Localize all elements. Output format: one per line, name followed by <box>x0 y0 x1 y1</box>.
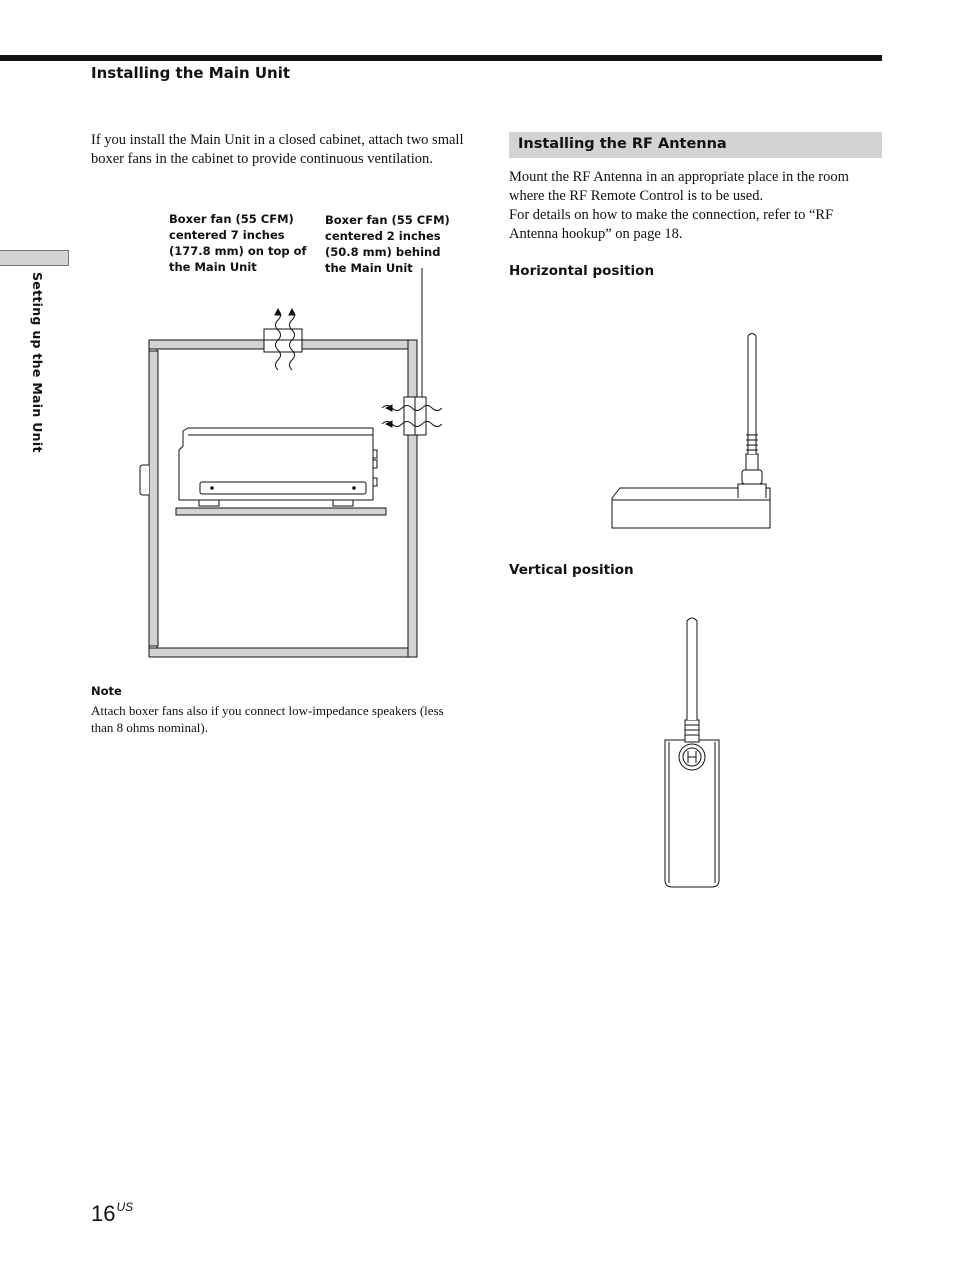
rf-section-title: Installing the RF Antenna <box>518 136 727 152</box>
page-number-suffix: US <box>116 1200 134 1214</box>
intro-paragraph: If you install the Main Unit in a closed cabinet, attach two small boxer fans in the cabinet to provide continuous ventilation. <box>91 132 464 167</box>
rf-paragraph-1: Mount the RF Antenna in an appropriate place in the room where the RF Remote Control is to be used. <box>509 169 849 204</box>
main-unit-drawing <box>179 428 377 506</box>
rf-description <box>509 168 879 244</box>
side-tab <box>0 250 69 266</box>
note-label: Note <box>91 684 122 698</box>
page-number <box>91 1200 133 1227</box>
antenna-horizontal-drawing <box>600 330 780 535</box>
antenna-vertical-drawing <box>655 615 730 895</box>
top-rule <box>0 55 882 61</box>
callout-top-fan: Boxer fan (55 CFM) centered 7 inches (177.8 mm) on top of the Main Unit <box>169 212 307 274</box>
side-tab-label: Setting up the Main Unit <box>30 272 45 453</box>
section-title: Installing the Main Unit <box>91 64 291 82</box>
cabinet-diagram <box>130 260 460 665</box>
rf-section-header <box>509 132 882 158</box>
rf-paragraph-2: For details on how to make the connection, refer to “RF Antenna hookup” on page 18. <box>509 207 834 242</box>
horizontal-position-label: Horizontal position <box>509 263 655 279</box>
shelf <box>176 508 386 515</box>
note-text: Attach boxer fans also if you connect low-impedance speakers (less than 8 ohms nominal). <box>91 703 444 735</box>
callout-back-fan: Boxer fan (55 CFM) centered 2 inches (50.8 mm) behind the Main Unit <box>325 213 450 275</box>
top-fan-arrows <box>275 309 295 315</box>
vertical-position-label: Vertical position <box>509 562 634 578</box>
page-number-value: 16 <box>91 1201 116 1226</box>
